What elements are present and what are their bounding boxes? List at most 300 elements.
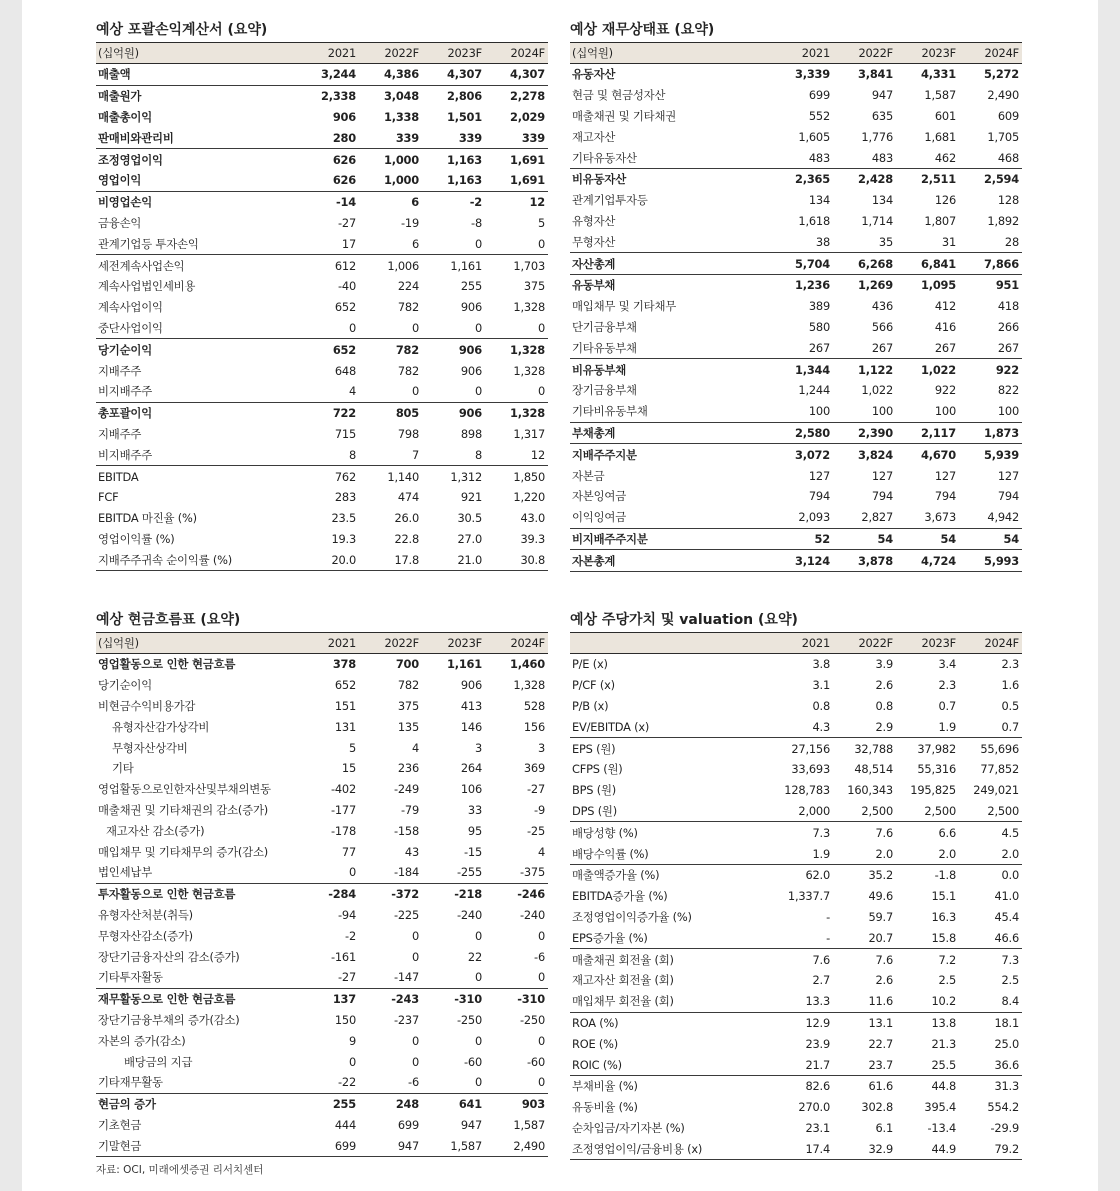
row-label: 영업활동으로 인한 현금흐름 <box>98 657 236 672</box>
row-label: 영업활동으로인한자산및부채의변동 <box>98 782 271 797</box>
row-value: 249,021 <box>973 783 1019 798</box>
row-label: 당기순이익 <box>98 678 153 693</box>
row-value: 5,939 <box>959 444 1022 465</box>
row-value: 1,873 <box>959 422 1022 444</box>
table-row <box>570 337 1022 358</box>
row-label: 중단사업이익 <box>98 320 163 335</box>
row-label: BPS (원) <box>572 783 617 798</box>
row-value: 0 <box>537 1075 545 1090</box>
row-label: EPS (원) <box>570 738 770 759</box>
row-value: 30.5 <box>457 511 482 526</box>
row-label: 판매비와관리비 <box>98 130 174 145</box>
row-value: 23.7 <box>868 1057 893 1072</box>
row-value: 1,244 <box>798 383 830 398</box>
year-header: 2023F <box>896 43 959 64</box>
table-row <box>96 549 548 570</box>
table-row <box>570 759 1022 780</box>
row-value: 2,000 <box>798 803 830 818</box>
row-value: 30.8 <box>485 549 548 570</box>
row-value: 23.9 <box>805 1036 830 1051</box>
year-header: 2022F <box>359 43 422 64</box>
table-row <box>96 946 548 967</box>
row-value: 5 <box>537 215 545 230</box>
row-value: -94 <box>337 907 356 922</box>
row-value: -218 <box>422 883 485 904</box>
row-value: 906 <box>422 339 485 360</box>
row-value: 2,390 <box>833 422 896 444</box>
row-value: 1,000 <box>359 149 422 170</box>
row-value: 3,072 <box>770 444 833 465</box>
balance-sheet-panel <box>570 18 1022 572</box>
row-value: 43.0 <box>520 511 545 526</box>
year-header: 2023F <box>422 633 485 654</box>
row-label: 지배주주지분 <box>570 444 770 465</box>
table-row <box>96 1030 548 1051</box>
row-value: 1,776 <box>861 129 893 144</box>
row-value: 378 <box>332 657 356 672</box>
row-value: -2 <box>345 928 356 943</box>
row-value: 32.9 <box>833 1138 896 1159</box>
row-label: 단기금융부채 <box>572 319 637 334</box>
row-value: 1,163 <box>446 173 482 188</box>
row-value: 3.8 <box>812 657 830 672</box>
row-value: 36.6 <box>994 1057 1019 1072</box>
row-value: 566 <box>871 319 893 334</box>
year-header: 2021 <box>296 43 359 64</box>
row-label: 매출원가 <box>96 85 296 106</box>
row-value: 2.3 <box>1001 657 1019 672</box>
income-statement-panel <box>96 18 548 571</box>
row-value: 3,841 <box>857 67 893 82</box>
row-value: 1,328 <box>513 363 545 378</box>
row-value: 0 <box>474 1075 482 1090</box>
row-value: -243 <box>359 988 422 1009</box>
table-row <box>570 359 1022 380</box>
row-value: 0 <box>474 320 482 335</box>
row-value: 2,029 <box>509 109 545 124</box>
row-value: 1,337.7 <box>787 889 830 904</box>
table-row <box>96 276 548 297</box>
row-label: 유형자산처분(취득) <box>98 907 193 922</box>
row-value: 4.5 <box>959 822 1022 843</box>
row-value: 4,724 <box>896 550 959 572</box>
table-row <box>570 654 1022 675</box>
table-row <box>570 949 1022 970</box>
row-label: DPS (원) <box>572 803 617 818</box>
table-row <box>96 841 548 862</box>
year-header: 2022F <box>833 633 896 654</box>
row-label: 비지배주주 <box>98 447 153 462</box>
row-value: 2.6 <box>875 678 893 693</box>
row-value: 49.6 <box>868 889 893 904</box>
row-value: 474 <box>397 490 419 505</box>
row-label: 장단기금융자산의 감소(증가) <box>98 949 240 964</box>
row-value: -402 <box>330 782 356 797</box>
row-label: 계속사업법인세비용 <box>98 279 196 294</box>
row-label: 조정영업이익증가율 (%) <box>572 909 692 924</box>
row-value: 3,244 <box>320 67 356 82</box>
row-value: 554.2 <box>987 1100 1019 1115</box>
row-label: 법인세납부 <box>98 865 153 880</box>
row-value: 33 <box>467 802 482 817</box>
row-label: 기초현금 <box>98 1117 142 1132</box>
row-value: 0 <box>537 384 545 399</box>
table-row <box>570 907 1022 928</box>
row-value: 3,339 <box>794 67 830 82</box>
table-row <box>96 905 548 926</box>
row-value: 906 <box>332 109 356 124</box>
row-label: 이익잉여금 <box>572 510 627 525</box>
row-value: 395.4 <box>924 1100 956 1115</box>
row-value: 2,093 <box>798 510 830 525</box>
row-label: 관계기업투자등 <box>572 193 648 208</box>
row-value: 641 <box>422 1093 485 1114</box>
table-row <box>96 1115 548 1136</box>
row-value: 44.9 <box>896 1138 959 1159</box>
row-value: 7.3 <box>770 822 833 843</box>
row-value: 7,866 <box>959 253 1022 275</box>
row-value: 4,307 <box>509 67 545 82</box>
row-label: EBITDA <box>96 466 296 487</box>
row-value: 700 <box>395 657 419 672</box>
row-value: 302.8 <box>861 1100 893 1115</box>
row-label: 매입채무 및 기타채무 <box>572 299 677 314</box>
row-label: ROE (%) <box>572 1036 619 1051</box>
row-value: 0 <box>411 949 419 964</box>
row-value: 23.1 <box>805 1120 830 1135</box>
row-label: 비지배주주지분 <box>570 528 770 550</box>
row-label: ROA (%) <box>570 1012 770 1033</box>
row-value: -27 <box>337 215 356 230</box>
row-value: 0 <box>474 384 482 399</box>
row-label: 지배주주 <box>98 426 142 441</box>
row-value: 12 <box>530 447 545 462</box>
row-value: 7.6 <box>833 949 896 970</box>
row-value: 0 <box>474 1033 482 1048</box>
row-value: -158 <box>393 823 419 838</box>
row-value: 8 <box>474 447 482 462</box>
row-value: 0 <box>348 865 356 880</box>
row-value: 580 <box>808 319 830 334</box>
table-header-row <box>96 633 548 654</box>
row-value: 1,022 <box>896 359 959 380</box>
row-value: 33,693 <box>791 762 830 777</box>
table-row <box>96 360 548 381</box>
unit-header: (십억원) <box>570 43 770 64</box>
income-statement-title: 예상 포괄손익계산서 (요약) <box>96 22 268 38</box>
row-value: 2,827 <box>861 510 893 525</box>
row-value: 22 <box>467 949 482 964</box>
table-row <box>570 738 1022 759</box>
row-label: 매출채권 및 기타채권 <box>572 108 677 123</box>
row-value: -22 <box>337 1075 356 1090</box>
row-value: 2.0 <box>875 846 893 861</box>
table-row <box>96 696 548 717</box>
row-value: 27,156 <box>770 738 833 759</box>
row-label: 금융손익 <box>98 215 142 230</box>
row-label: EPS증가율 (%) <box>572 930 648 945</box>
row-value: 906 <box>460 363 482 378</box>
row-value: 782 <box>397 678 419 693</box>
table-row <box>96 402 548 423</box>
unit-header: (십억원) <box>96 43 296 64</box>
row-label: 영업이익률 (%) <box>98 531 175 546</box>
table-row <box>96 1051 548 1072</box>
row-value: -310 <box>422 988 485 1009</box>
table-row <box>96 675 548 696</box>
row-value: -240 <box>519 907 545 922</box>
year-header: 2023F <box>896 633 959 654</box>
row-value: 20.7 <box>868 930 893 945</box>
table-row <box>96 862 548 883</box>
row-value: 21.0 <box>422 549 485 570</box>
row-label: 매출채권 및 기타채권의 감소(증가) <box>98 802 268 817</box>
row-label: 세전계속사업손익 <box>96 255 296 276</box>
row-label: 영업이익 <box>98 173 142 188</box>
row-value: 906 <box>460 300 482 315</box>
cash-flow-title: 예상 현금흐름표 (요약) <box>96 612 241 628</box>
row-value: 3 <box>474 740 482 755</box>
row-label: 무형자산감소(증가) <box>98 928 193 943</box>
row-value: -9 <box>534 802 545 817</box>
row-value: 1,587 <box>422 1135 485 1156</box>
table-row <box>96 737 548 758</box>
table-row <box>570 168 1022 189</box>
balance-sheet-title: 예상 재무상태표 (요약) <box>570 22 715 38</box>
year-header: 2024F <box>485 633 548 654</box>
row-value: 3,878 <box>833 550 896 572</box>
table-row <box>96 339 548 360</box>
row-value: 127 <box>997 468 1019 483</box>
row-value: 1,122 <box>833 359 896 380</box>
row-value: 17 <box>341 236 356 251</box>
row-value: 389 <box>808 299 830 314</box>
row-value: 3.1 <box>812 678 830 693</box>
row-value: -60 <box>463 1054 482 1069</box>
row-value: 0 <box>474 236 482 251</box>
row-label: 배당수익률 (%) <box>572 846 649 861</box>
table-row <box>570 486 1022 507</box>
table-row <box>96 127 548 148</box>
row-value: 626 <box>332 173 356 188</box>
row-value: 15.8 <box>931 930 956 945</box>
table-row <box>570 550 1022 572</box>
row-value: 31.3 <box>959 1075 1022 1096</box>
row-value: 6.6 <box>896 822 959 843</box>
row-value: 0 <box>537 970 545 985</box>
row-label: 부채비율 (%) <box>570 1075 770 1096</box>
row-value: 195,825 <box>910 783 956 798</box>
unit-header <box>570 633 770 654</box>
row-value: 5,704 <box>770 253 833 275</box>
row-value: 1,703 <box>485 255 548 276</box>
row-value: 0 <box>537 928 545 943</box>
row-value: -255 <box>456 865 482 880</box>
row-label: 기타 <box>112 761 134 776</box>
row-value: 25.5 <box>931 1057 956 1072</box>
table-row <box>570 1075 1022 1096</box>
row-value: 15.1 <box>931 889 956 904</box>
table-row <box>570 716 1022 737</box>
row-value: 552 <box>808 108 830 123</box>
table-row <box>570 507 1022 528</box>
table-row <box>570 231 1022 252</box>
row-label: 비지배주주 <box>98 384 153 399</box>
row-value: 255 <box>296 1093 359 1114</box>
row-value: -372 <box>359 883 422 904</box>
row-label: 당기순이익 <box>96 339 296 360</box>
row-value: 3,048 <box>359 85 422 106</box>
row-value: 255 <box>460 279 482 294</box>
row-value: 601 <box>934 108 956 123</box>
row-value: 1,328 <box>485 402 548 423</box>
year-header: 2022F <box>833 43 896 64</box>
row-label: CFPS (원) <box>572 762 623 777</box>
row-value: 1,605 <box>798 129 830 144</box>
row-value: -284 <box>296 883 359 904</box>
row-value: -60 <box>526 1054 545 1069</box>
row-value: -27 <box>526 782 545 797</box>
row-value: 1,618 <box>798 213 830 228</box>
table-row <box>570 465 1022 486</box>
row-label: 기타재무활동 <box>98 1075 163 1090</box>
row-value: 128,783 <box>784 783 830 798</box>
valuation-title: 예상 주당가치 및 valuation (요약) <box>570 612 798 628</box>
row-value: 2.7 <box>812 973 830 988</box>
table-header-row <box>96 43 548 64</box>
table-row <box>96 85 548 106</box>
row-value: 2.0 <box>1001 846 1019 861</box>
table-row <box>570 253 1022 275</box>
row-value: 4,307 <box>446 67 482 82</box>
row-label: 매출채권 회전율 (회) <box>570 949 770 970</box>
row-value: 805 <box>359 402 422 423</box>
row-value: 0.7 <box>1001 719 1019 734</box>
valuation-table <box>570 632 1022 1160</box>
table-row <box>570 106 1022 127</box>
row-value: 2.3 <box>938 678 956 693</box>
row-value: 1,163 <box>422 149 485 170</box>
year-header: 2021 <box>770 43 833 64</box>
row-value: 0 <box>411 320 419 335</box>
row-value: 8.4 <box>1001 994 1019 1009</box>
row-label: 계속사업이익 <box>98 300 163 315</box>
row-value: -15 <box>463 844 482 859</box>
year-header: 2021 <box>296 633 359 654</box>
row-value: 2,580 <box>770 422 833 444</box>
row-value: 339 <box>458 130 482 145</box>
row-value: -249 <box>393 782 419 797</box>
row-value: 1,317 <box>513 426 545 441</box>
row-value: 11.6 <box>868 994 893 1009</box>
table-row <box>96 988 548 1009</box>
row-value: -13.4 <box>927 1120 956 1135</box>
row-value: -25 <box>526 823 545 838</box>
row-value: 35 <box>878 234 893 249</box>
row-value: 18.1 <box>959 1012 1022 1033</box>
row-value: 13.8 <box>896 1012 959 1033</box>
row-value: 1,161 <box>446 657 482 672</box>
row-value: 1,501 <box>446 109 482 124</box>
row-value: 0 <box>411 1054 419 1069</box>
row-value: 652 <box>334 300 356 315</box>
row-label: 유형자산 <box>572 213 616 228</box>
row-label: 유동자산 <box>572 67 616 82</box>
row-label: 매입채무 회전율 (회) <box>572 994 674 1009</box>
row-label: 자본의 증가(감소) <box>98 1033 186 1048</box>
row-value: 270.0 <box>798 1100 830 1115</box>
row-value: 626 <box>296 149 359 170</box>
row-value: 5,993 <box>959 550 1022 572</box>
row-value: 906 <box>460 678 482 693</box>
table-row <box>570 85 1022 106</box>
row-value: 61.6 <box>833 1075 896 1096</box>
row-value: 369 <box>523 761 545 776</box>
row-value: 134 <box>871 193 893 208</box>
row-value: 921 <box>460 490 482 505</box>
row-value: 100 <box>997 404 1019 419</box>
row-value: 1,587 <box>513 1117 545 1132</box>
row-value: 922 <box>959 359 1022 380</box>
row-value: 6,841 <box>896 253 959 275</box>
table-row <box>570 927 1022 948</box>
row-value: 722 <box>296 402 359 423</box>
table-row <box>570 422 1022 444</box>
row-value: 951 <box>959 274 1022 295</box>
row-value: -178 <box>330 823 356 838</box>
row-label: 매출액 <box>98 67 131 82</box>
row-value: 2,490 <box>987 88 1019 103</box>
row-value: 266 <box>997 319 1019 334</box>
row-value: 0 <box>411 928 419 943</box>
table-row <box>96 508 548 529</box>
table-row <box>96 233 548 254</box>
row-value: 898 <box>460 426 482 441</box>
row-label: P/E (x) <box>572 657 608 672</box>
row-label: P/CF (x) <box>572 678 615 693</box>
row-value: 4 <box>537 844 545 859</box>
row-label: 매입채무 및 기타채무의 증가(감소) <box>98 844 268 859</box>
row-value: 267 <box>997 340 1019 355</box>
row-value: -27 <box>337 970 356 985</box>
row-label: 배당성향 (%) <box>570 822 770 843</box>
unit-header: (십억원) <box>96 633 296 654</box>
row-value: -147 <box>393 970 419 985</box>
row-value: 3 <box>537 740 545 755</box>
row-value: 1,892 <box>987 213 1019 228</box>
row-value: 160,343 <box>847 783 893 798</box>
row-label: 재고자산 회전율 (회) <box>572 973 674 988</box>
row-value: 1,006 <box>359 255 422 276</box>
row-value: 2,806 <box>422 85 485 106</box>
row-value: 21.3 <box>931 1036 956 1051</box>
row-label: 유동부채 <box>570 274 770 295</box>
row-label: 현금의 증가 <box>96 1093 296 1114</box>
row-value: 339 <box>395 130 419 145</box>
row-value: 1,269 <box>833 274 896 295</box>
table-row <box>96 381 548 402</box>
table-row <box>570 401 1022 422</box>
row-value: 2,500 <box>924 803 956 818</box>
row-value: 6,268 <box>833 253 896 275</box>
row-value: 134 <box>808 193 830 208</box>
row-value: 0.8 <box>875 698 893 713</box>
table-row <box>570 147 1022 168</box>
row-label: 기타투자활동 <box>98 970 163 985</box>
row-value: 79.2 <box>959 1138 1022 1159</box>
row-value: 483 <box>871 150 893 165</box>
row-value: 17.8 <box>359 549 422 570</box>
